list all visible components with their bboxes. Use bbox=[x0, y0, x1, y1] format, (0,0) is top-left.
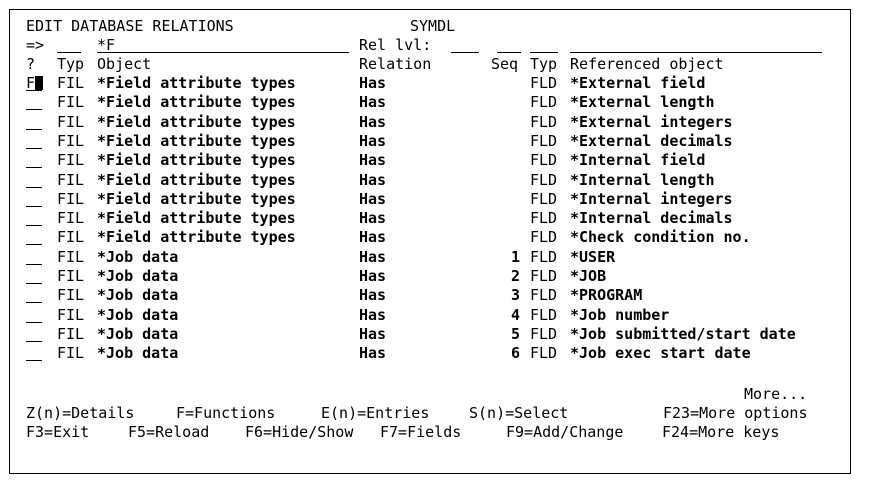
row-relation: Has bbox=[359, 74, 387, 92]
row-ref-typ: FLD bbox=[530, 344, 558, 362]
fkey-reload[interactable]: F5=Reload bbox=[128, 423, 210, 441]
row-ref-typ: FLD bbox=[530, 267, 558, 285]
fkey-more-options[interactable]: F23=More options bbox=[663, 404, 808, 422]
col-object-header: Object bbox=[97, 55, 152, 73]
row-select-field[interactable] bbox=[26, 322, 42, 323]
row-object: *Field attribute types bbox=[97, 93, 296, 111]
row-referenced-object: *PROGRAM bbox=[570, 286, 643, 304]
row-relation: Has bbox=[359, 113, 387, 131]
text-cursor bbox=[35, 76, 43, 90]
fkey-hide-show[interactable]: F6=Hide/Show bbox=[245, 423, 354, 441]
row-relation: Has bbox=[359, 325, 387, 343]
row-object: *Field attribute types bbox=[97, 209, 296, 227]
row-select-field[interactable] bbox=[26, 148, 42, 149]
row-typ: FIL bbox=[57, 306, 85, 324]
row-ref-typ: FLD bbox=[530, 190, 558, 208]
row-typ: FIL bbox=[57, 228, 85, 246]
row-relation: Has bbox=[359, 267, 387, 285]
row-object: *Field attribute types bbox=[97, 132, 296, 150]
fkey-details[interactable]: Z(n)=Details bbox=[26, 404, 135, 422]
col-seq-header: Seq bbox=[491, 55, 519, 73]
row-object: *Job data bbox=[97, 267, 179, 285]
position-sel-field[interactable] bbox=[57, 52, 81, 53]
rel-lvl-field[interactable] bbox=[451, 52, 479, 53]
position-object-value: *F bbox=[97, 36, 116, 54]
more-indicator: More... bbox=[744, 385, 808, 403]
fkey-more-keys[interactable]: F24=More keys bbox=[662, 423, 780, 441]
row-ref-typ: FLD bbox=[530, 228, 558, 246]
col-typ-header: Typ bbox=[57, 55, 85, 73]
command-prompt: => bbox=[26, 36, 45, 54]
row-seq: 6 bbox=[510, 344, 520, 362]
row-referenced-object: *JOB bbox=[570, 267, 607, 285]
row-relation: Has bbox=[359, 151, 387, 169]
row-referenced-object: *Check condition no. bbox=[570, 228, 751, 246]
row-select-field[interactable] bbox=[26, 187, 42, 188]
col-reftyp-header: Typ bbox=[530, 55, 558, 73]
position-object-field[interactable] bbox=[97, 52, 349, 53]
row-referenced-object: *Internal decimals bbox=[570, 209, 733, 227]
row-ref-typ: FLD bbox=[530, 306, 558, 324]
row-typ: FIL bbox=[57, 93, 85, 111]
row-typ: FIL bbox=[57, 325, 85, 343]
row-seq: 1 bbox=[510, 248, 520, 266]
row-object: *Field attribute types bbox=[97, 151, 296, 169]
row-select-field[interactable] bbox=[26, 206, 42, 207]
row-seq: 3 bbox=[510, 286, 520, 304]
row-relation: Has bbox=[359, 286, 387, 304]
row-select-field[interactable] bbox=[26, 167, 42, 168]
row-referenced-object: *External field bbox=[570, 74, 706, 92]
fkey-functions[interactable]: F=Functions bbox=[176, 404, 276, 422]
row-object: *Field attribute types bbox=[97, 228, 296, 246]
row-relation: Has bbox=[359, 306, 387, 324]
row-relation: Has bbox=[359, 171, 387, 189]
row-relation: Has bbox=[359, 228, 387, 246]
col-referenced-header: Referenced object bbox=[570, 55, 724, 73]
row-referenced-object: *External length bbox=[570, 93, 715, 111]
col-relation-header: Relation bbox=[359, 55, 432, 73]
terminal-screen bbox=[9, 9, 851, 474]
typ-position-field[interactable] bbox=[530, 52, 558, 53]
row-typ: FIL bbox=[57, 190, 85, 208]
row-referenced-object: *Internal field bbox=[570, 151, 706, 169]
row-relation: Has bbox=[359, 93, 387, 111]
row-ref-typ: FLD bbox=[530, 209, 558, 227]
row-referenced-object: *External integers bbox=[570, 113, 733, 131]
row-ref-typ: FLD bbox=[530, 93, 558, 111]
row-typ: FIL bbox=[57, 209, 85, 227]
row-referenced-object: *Job submitted/start date bbox=[570, 325, 796, 343]
row-object: *Field attribute types bbox=[97, 171, 296, 189]
screen-title: EDIT DATABASE RELATIONS bbox=[26, 17, 234, 35]
row-select-field[interactable] bbox=[26, 264, 42, 265]
row-seq: 5 bbox=[510, 325, 520, 343]
row-referenced-object: *Job number bbox=[570, 306, 670, 324]
fkey-entries[interactable]: E(n)=Entries bbox=[321, 404, 430, 422]
row-select-field[interactable] bbox=[26, 283, 42, 284]
row-select-field[interactable] bbox=[26, 360, 42, 361]
row-typ: FIL bbox=[57, 151, 85, 169]
row-select-value[interactable]: F bbox=[26, 74, 36, 92]
rel-lvl-label: Rel lvl: bbox=[359, 36, 432, 54]
row-relation: Has bbox=[359, 248, 387, 266]
row-typ: FIL bbox=[57, 74, 85, 92]
row-seq: 2 bbox=[510, 267, 520, 285]
row-object: *Field attribute types bbox=[97, 113, 296, 131]
row-ref-typ: FLD bbox=[530, 151, 558, 169]
row-typ: FIL bbox=[57, 286, 85, 304]
row-object: *Job data bbox=[97, 344, 179, 362]
row-referenced-object: *Job exec start date bbox=[570, 344, 751, 362]
row-select-field[interactable] bbox=[26, 341, 42, 342]
row-referenced-object: *USER bbox=[570, 248, 616, 266]
row-object: *Job data bbox=[97, 325, 179, 343]
row-ref-typ: FLD bbox=[530, 325, 558, 343]
fkey-exit[interactable]: F3=Exit bbox=[26, 423, 90, 441]
fkey-select[interactable]: S(n)=Select bbox=[469, 404, 569, 422]
fkey-fields[interactable]: F7=Fields bbox=[380, 423, 462, 441]
seq-position-field[interactable] bbox=[497, 52, 521, 53]
row-referenced-object: *External decimals bbox=[570, 132, 733, 150]
row-typ: FIL bbox=[57, 267, 85, 285]
row-object: *Job data bbox=[97, 286, 179, 304]
row-object: *Field attribute types bbox=[97, 190, 296, 208]
row-ref-typ: FLD bbox=[530, 248, 558, 266]
row-select-field[interactable] bbox=[26, 129, 42, 130]
row-ref-typ: FLD bbox=[530, 171, 558, 189]
row-select-field[interactable] bbox=[26, 109, 42, 110]
model-name: SYMDL bbox=[410, 17, 456, 35]
row-referenced-object: *Internal length bbox=[570, 171, 715, 189]
row-seq: 4 bbox=[510, 306, 520, 324]
row-relation: Has bbox=[359, 190, 387, 208]
row-select-field[interactable] bbox=[26, 302, 42, 303]
row-referenced-object: *Internal integers bbox=[570, 190, 733, 208]
row-typ: FIL bbox=[57, 132, 85, 150]
row-ref-typ: FLD bbox=[530, 113, 558, 131]
fkey-add-change[interactable]: F9=Add/Change bbox=[506, 423, 624, 441]
row-typ: FIL bbox=[57, 171, 85, 189]
row-ref-typ: FLD bbox=[530, 74, 558, 92]
row-object: *Field attribute types bbox=[97, 74, 296, 92]
referenced-position-field[interactable] bbox=[570, 52, 822, 53]
row-select-field[interactable] bbox=[26, 225, 42, 226]
row-select-field[interactable] bbox=[26, 244, 42, 245]
row-typ: FIL bbox=[57, 113, 85, 131]
row-typ: FIL bbox=[57, 344, 85, 362]
row-relation: Has bbox=[359, 132, 387, 150]
row-object: *Job data bbox=[97, 248, 179, 266]
row-object: *Job data bbox=[97, 306, 179, 324]
row-relation: Has bbox=[359, 344, 387, 362]
row-ref-typ: FLD bbox=[530, 132, 558, 150]
col-sel-header: ? bbox=[26, 55, 36, 73]
row-ref-typ: FLD bbox=[530, 286, 558, 304]
row-typ: FIL bbox=[57, 248, 85, 266]
row-relation: Has bbox=[359, 209, 387, 227]
